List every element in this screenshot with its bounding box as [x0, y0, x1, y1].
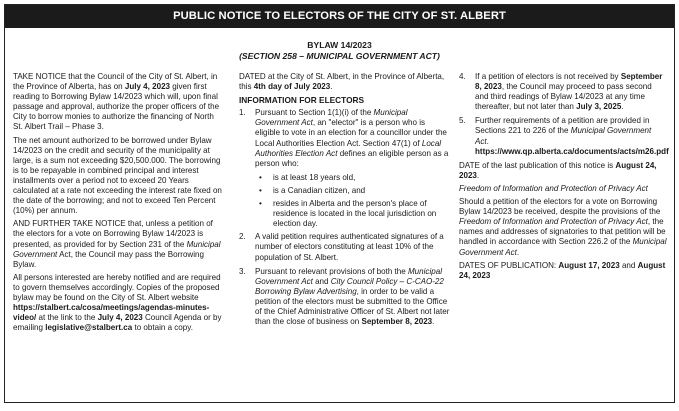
- notice-title: PUBLIC NOTICE TO ELECTORS OF THE CITY OF ST. ALBERT: [5, 5, 674, 28]
- eligibility-bullet: • is at least 18 years old,: [259, 172, 356, 182]
- foip-title: Freedom of Information and Protection of Privacy Act: [459, 183, 648, 193]
- public-notice: [4, 4, 675, 403]
- copies-paragraph: All persons interested are hereby notified and are required to govern themselves accordingly. Copies of the proposed bylaw may be found on the City of St. Albert website https://stalbert.ca/cosa/meetings/agendas-minutes-video/ at the link to the July 4, 2023 Council Agenda or by emailing legislative@stalbert.ca to obtain a copy.: [13, 272, 222, 333]
- column-right: [459, 72, 667, 284]
- bylaw-number: BYLAW 14/2023: [307, 40, 372, 50]
- bullet-icon: •: [259, 199, 262, 209]
- info-item-5: 5. Further requirements of a petition are provided in Sections 221 to 226 of the Municipal Government Act. https://www.qp.alberta.ca/documents/acts/m26.pdf: [459, 116, 669, 156]
- meetings-link[interactable]: https://stalbert.ca/cosa/meetings/agendas-minutes-video/: [13, 303, 210, 323]
- email-link[interactable]: legislative@stalbert.ca: [45, 323, 133, 333]
- info-item-4: 4. If a petition of electors is not received by September 8, 2023, the Council may proceed to pass second and third readings of Bylaw 14/2023 at any time thereafter, but not later than July 3, 2025.: [459, 72, 663, 112]
- info-heading: INFORMATION FOR ELECTORS: [239, 95, 365, 106]
- take-notice-paragraph: TAKE NOTICE that the Council of the City of St. Albert, in the Province of Alberta, has on July 4, 2023 given first reading to Borrowing Bylaw 14/2023 which will, upon final passage and approval, authorize the proper officers of the City to borrow monies to authorize the financing of North St. Albert Trail – Phase 3.: [13, 72, 220, 132]
- column-middle: [239, 72, 451, 331]
- notice-body: [13, 72, 669, 398]
- borrowing-amount-paragraph: The net amount authorized to be borrowed under Bylaw 14/2023 on the credit and security of the municipality at large, is a sum not exceeding $20,500.000. The borrowing is to be repayable in combined principal and interest installments over a period not to exceed 20 Years calculated at a rate not exceeding the interest rate fixed on the date of the borrowing; and not to exceed Ten Percent (10%) per annum.: [13, 135, 222, 216]
- info-item-3: 3. Pursuant to relevant provisions of both the Municipal Government Act and City Council Policy – C-CAO-22 Borrowing Bylaw Advertising, in order to be valid a petition of the electors must be submitted to the Office of the Chief Administrative Officer of St. Albert not later than the close of business on September 8, 2023.: [239, 266, 450, 327]
- bullet-icon: •: [259, 185, 262, 195]
- further-notice-paragraph: AND FURTHER TAKE NOTICE that, unless a petition of the electors for a vote on Borrowing Bylaw 14/2023 is presented, as provided for by Section 231 of the Municipal Government Act, the Council may pass the Borrowing Bylaw.: [13, 219, 221, 269]
- bylaw-section: (SECTION 258 – MUNICIPAL GOVERNMENT ACT): [239, 50, 440, 61]
- info-item-1: 1. Pursuant to Section 1(1)(i) of the Municipal Government Act, an "elector" is a person who is eligible to vote in an election for a councillor under the Local Authorities Election Act. Section 47(1) of Local Authorities Election Act defines an eligible person as a person who:: [239, 108, 449, 168]
- dated-paragraph: DATED at the City of St. Albert, in the Province of Alberta, this 4th day of July 2023.: [239, 72, 445, 92]
- publication-dates-paragraph: DATES OF PUBLICATION: August 17, 2023 and August 24, 2023: [459, 260, 666, 280]
- notice-subheading: [5, 40, 674, 61]
- bullet-icon: •: [259, 172, 262, 182]
- column-left: [13, 72, 225, 336]
- info-item-2: 2. A valid petition requires authenticated signatures of a number of electors constituting at least 10% of the population of St. Albert.: [239, 232, 444, 262]
- foip-paragraph: Should a petition of the electors for a vote on Borrowing Bylaw 14/2023 be received, despite the provisions of the Freedom of Information and Protection of Privacy Act, the names and addresses of signatories to that petition will be handled in accordance with Section 226.2 of the Municipal Government Act.: [459, 197, 667, 257]
- last-publication-paragraph: DATE of the last publication of this notice is August 24, 2023.: [459, 160, 657, 180]
- eligibility-bullet: • resides in Alberta and the person's place of residence is located in the local jurisdiction on election day.: [259, 199, 437, 229]
- eligibility-bullet: • is a Canadian citizen, and: [259, 185, 366, 195]
- legislation-link[interactable]: https://www.qp.alberta.ca/documents/acts/m26.pdf: [475, 146, 669, 156]
